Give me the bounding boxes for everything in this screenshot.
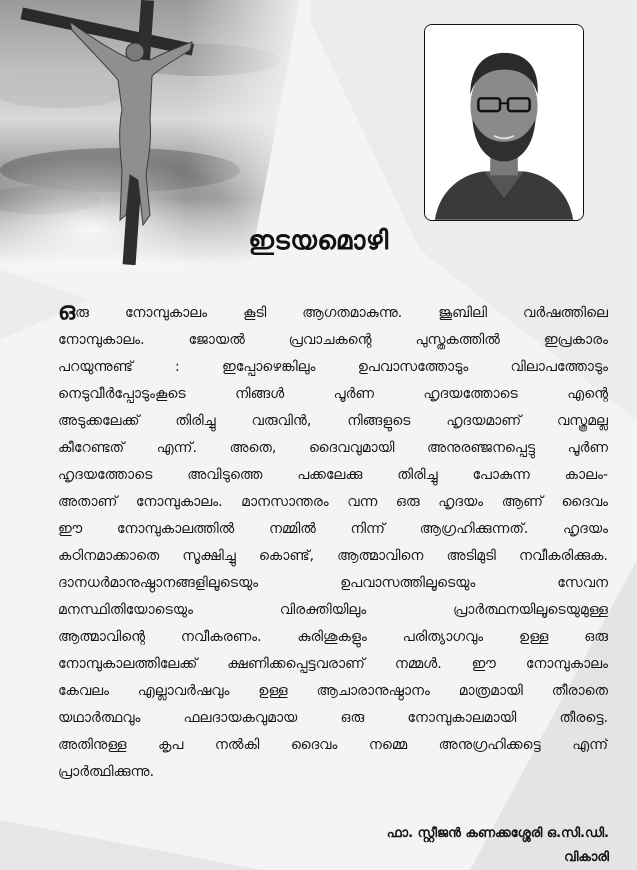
article-line [58,732,608,759]
portrait-photo [424,24,584,221]
signature-name: ഫാ. സ്റ്റീജൻ കണക്കശ്ശേരി ഒ.സി.ഡി. [386,826,609,841]
article-line [58,597,608,624]
article-line-text: അടുക്കലേക്ക് തിരിച്ചു വരുവിൻ, നിങ്ങളുടെ ഹൃദയമാണ് വസ്ത്രമല്ല [58,413,608,429]
article-line-text: ആത്മാവിന്റെ നവീകരണം. കുരിശുകളും പരിത്യാഗവും ഉള്ള ഒരു [58,629,608,645]
article-line-text: നോമ്പുകാലം. ജോയൽ പ്രവാചകന്റെ പുസ്തകത്തിൽ ഇപ്രകാരം [58,332,608,348]
article-line [58,300,608,327]
signature-role: വികാരി [564,850,609,865]
article-line-text: കേവലം എല്ലാവർഷവും ഉള്ള ആചാരാനുഷ്ഠാനം മാത്രമായി തീരാതെ [58,683,608,699]
article-body [58,300,608,786]
article-line-text: ഈ നോമ്പുകാലത്തിൽ നമ്മിൽ നിന്ന് ആഗ്രഹിക്കുന്നത്. ഹൃദയം [58,521,608,537]
article-line-text: രു നോമ്പുകാലം കൂടി ആഗതമാകുന്നു. ജൂബിലി വർഷത്തിലെ [75,305,608,321]
article-line [58,543,608,570]
article-line-text: അതിനുള്ള കൃപ നൽകി ദൈവം നമ്മെ അനുഗ്രഹിക്കട്ടെ എന്ന് [58,737,608,753]
article-line [58,705,608,732]
article-line-text: യഥാർത്ഥവും ഫലദായകവുമായ ഒരു നോമ്പുകാലമായി തീരട്ടെ. [58,710,608,726]
portrait-image [425,25,583,220]
article-line [58,408,608,435]
article-line-text: പ്രാർത്ഥിക്കുന്നു. [58,764,155,780]
article-line-text: മനസ്ഥിതിയോടെയും വിരക്തിയിലും പ്രാർത്ഥനയിലൂടെയുമുള്ള [58,602,608,618]
article-line-text: ഹൃദയത്തോടെ അവിടുത്തെ പക്കലേക്കു തിരിച്ചു പോകുന്ന കാലം- [58,467,608,483]
article-line [58,435,608,462]
article-line [58,381,608,408]
article-line-text: ദാനധർമാനുഷ്ഠാനങ്ങളിലൂടെയും ഉപവാസത്തിലൂടെയും സേവന [58,575,608,591]
article-line-text: കീറേണ്ടത് എന്ന്. അതെ, ദൈവവുമായി അനുരഞ്ജനപ്പെട്ടു പൂർണ [58,440,608,456]
article-line-text: നോമ്പുകാലത്തിലേക്ക് ക്ഷണിക്കപ്പെട്ടവരാണ് നമ്മൾ. ഈ നോമ്പുകാലം [58,656,608,672]
article-line [58,570,608,597]
article-line [58,759,608,786]
article-heading: ഇടയമൊഴി [248,226,389,256]
drop-cap: ഒ [58,300,76,325]
article-line-text: പറയുന്നുണ്ട് : ഇപ്പോഴെങ്കിലും ഉപവാസത്തോടും വിലാപത്തോടും [58,359,608,375]
article-line [58,327,608,354]
article-line [58,489,608,516]
article-line [58,462,608,489]
article-line-text: കഠിനമാക്കാതെ സൂക്ഷിച്ചു കൊണ്ട്, ആത്മാവിനെ അടിമുടി നവീകരിക്കുക. [58,548,608,564]
article-line-text: അതാണ് നോമ്പുകാലം. മാനസാന്തരം വന്ന ഒരു ഹൃദയം ആണ് ദൈവം [58,494,608,510]
signature-block [387,822,609,870]
article-line [58,516,608,543]
article-line-text: നെടുവീർപ്പോടുംകൂടെ നിങ്ങൾ പൂർണ ഹൃദയത്തോടെ എന്റെ [58,386,608,402]
article-line [58,651,608,678]
article-line [58,624,608,651]
article-line [58,678,608,705]
article-line [58,354,608,381]
